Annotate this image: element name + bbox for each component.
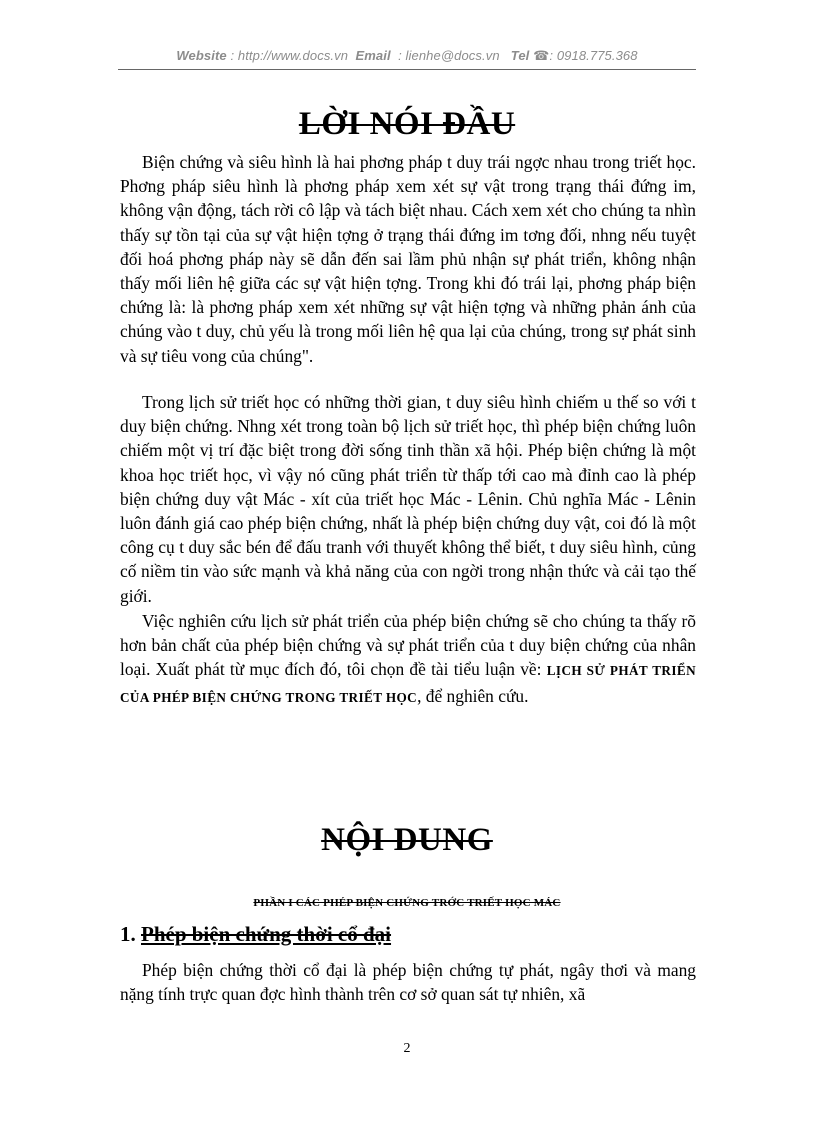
email-value[interactable]: : lienhe@docs.vn <box>398 48 500 63</box>
intro-paragraph-1: Biện chứng và siêu hình là hai phơng pháp t duy trái ngợc nhau trong triết học. Phơng pháp siêu hình là phơng pháp xem xét sự vật trong trạng thái đứng im, không vận động, tách rời cô lập và tách biệt nhau. Cách xem xét cho chúng ta nhìn thấy sự tồn tại của sự vật hiện tợng ở trạng thái đứng im tơng đối, nhng nếu tuyệt đối hoá phơng pháp này sẽ dẫn đến sai lầm phủ nhận sự phát triển, không nhận thấy mối liên hệ giữa các sự vật hiện tợng. Trong khi đó trái lại, phơng pháp biện chứng là: là phơng pháp xem xét những sự vật hiện tợng và những phản ánh của chúng vào t duy, chủ yếu là trong mối liên hệ qua lại của chúng, trong sự phát sinh và sự tiêu vong của chúng". <box>120 152 696 366</box>
tel-label: Tel <box>510 48 530 63</box>
intro-paragraph-3 <box>120 609 696 710</box>
page-number: 2 <box>403 1041 411 1056</box>
email-label: Email <box>355 48 391 63</box>
intro-paragraph-3-text: Việc nghiên cứu lịch sử phát triển của phép biện chứng sẽ cho chúng ta thấy rõ hơn bản chất của phép biện chứng và sự phát triển của t duy biện chứng của nhân loại. Xuất phát từ mục đích đó, tôi chọn đề tài tiểu luận về: <box>120 611 696 680</box>
intro-paragraph-2: Trong lịch sử triết học có những thời gian, t duy siêu hình chiếm u thế so với t duy biện chứng. Nhng xét trong toàn bộ lịch sử triết học, thì phép biện chứng luôn chiếm một vị trí đặc biệt trong đời sống tinh thần xã hội. Phép biện chứng là một khoa học triết học, vì vậy nó cũng phát triển từ thấp tới cao mà đỉnh cao là phép biện chứng duy vật Mác - xít của triết học Mác - Lênin. Chủ nghĩa Mác - Lênin luôn đánh giá cao phép biện chứng, nhất là phép biện chứng duy vật, coi đó là một công cụ t duy sắc bén để đấu tranh với thuyết không thể biết, t duy siêu hình, củng cố niềm tin vào sức mạnh và khả năng của con ngời trong nhận thức và cải tạo thế giới. <box>120 392 696 606</box>
tel-value: : 0918.775.368 <box>549 48 638 63</box>
topic-title: LỊCH SỬ PHÁT TRIỂN CỦA PHÉP BIỆN CHỨNG TRONG TRIẾT HỌC <box>120 663 696 705</box>
phone-icon: ☎ <box>533 48 550 63</box>
part-title: PHẦN I CÁC PHÉP BIỆN CHỨNG TRỚC TRIẾT HỌC MÁC <box>253 897 561 909</box>
header-divider <box>118 69 696 70</box>
page-title: LỜI NÓI ĐẦU <box>298 106 516 142</box>
intro-paragraph-3-end: , để nghiên cứu. <box>417 685 529 706</box>
section-paragraph-1: Phép biện chứng thời cổ đại là phép biện chứng tự phát, ngây thơi và mang nặng tính trực quan đợc hình thành trên cơ sở quan sát tự nhiên, xã <box>120 960 696 1005</box>
section-number: 1. <box>120 922 136 946</box>
section-heading <box>120 922 391 947</box>
website-value[interactable]: : http://www.docs.vn <box>230 48 349 63</box>
content-title: NỘI DUNG <box>321 822 493 858</box>
website-label: Website <box>176 48 227 63</box>
page-header <box>118 48 696 64</box>
section-title: Phép biện chứng thời cổ đại <box>141 922 392 946</box>
